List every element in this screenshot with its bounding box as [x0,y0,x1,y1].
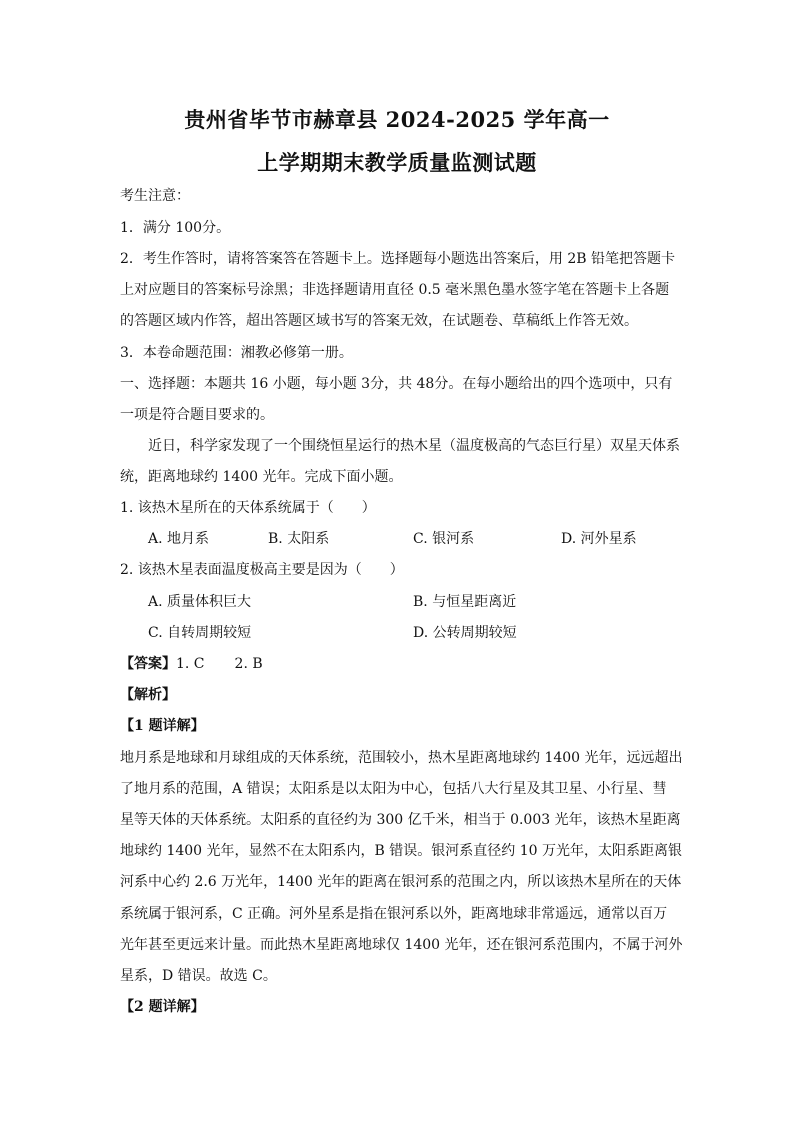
answer-row [120,655,680,673]
question-2-option-b: B. 与恒星距离近 [413,594,517,610]
note-item-2-cont-1: 上对应题目的答案标号涂黑；非选择题请用直径 0.5 毫米黑色墨水签字笔在答题卡上各题 [120,282,670,298]
note-item-1: 1．满分 100分。 [120,220,231,236]
question-2-option-d: D. 公转周期较短 [413,625,517,641]
question-1-option-a: A. 地月系 [148,531,210,547]
notes-heading: 考生注意： [120,188,190,204]
analysis-line: 地球约 1400 光年，显然不在太阳系内，B 错误。银河系直径约 10 万光年，太阳系距离银 [120,843,682,859]
note-item-2: 2．考生作答时，请将答案答在答题卡上。选择题每小题选出答案后，用 2B 铅笔把答题卡 [120,251,676,267]
document-title-line-1: 贵州省毕节市赫章县 2024-2025 学年高一 [184,107,610,132]
answer-1: 1. C [176,656,205,672]
section-instruction-cont: 一项是符合题目要求的。 [120,407,274,423]
note-item-2-cont-2: 的答题区域内作答，超出答题区域书写的答案无效，在试题卷、草稿纸上作答无效。 [120,313,638,329]
analysis-line: 河系中心约 2.6 万光年，1400 光年的距离在银河系的范围之内，所以该热木星所在的天体 [120,874,682,890]
question-1-analysis-label: 【1 题详解】 [120,718,205,734]
question-2-stem: 2. 该热木星表面温度极高主要是因为（ ） [120,562,404,578]
question-2-analysis-label: 【2 题详解】 [120,999,205,1015]
analysis-line: 光年甚至更远来计量。而此热木星距离地球仅 1400 光年，还在银河系范围内，不属于河外 [120,937,683,953]
material-paragraph: 近日，科学家发现了一个围绕恒星运行的热木星（温度极高的气态巨行星）双星天体系 [148,438,680,454]
analysis-line: 星等天体的天体系统。太阳系的直径约为 300 亿千米，相当于 0.003 光年，该热木星距离 [120,812,681,828]
document-title-line-2: 上学期期末教学质量监测试题 [257,150,537,175]
question-1-option-c: C. 银河系 [413,531,475,547]
analysis-line: 系统属于银河系，C 正确。河外星系是指在银河系以外，距离地球非常遥远，通常以百万 [120,906,668,922]
section-instruction: 一、选择题：本题共 16 小题，每小题 3分，共 48分。在每小题给出的四个选项中，只有 [120,376,673,392]
question-2-option-c: C. 自转周期较短 [148,625,252,641]
analysis-line: 星系，D 错误。故选 C。 [120,968,277,984]
question-2-option-a: A. 质量体积巨大 [148,594,252,610]
analysis-label: 【解析】 [120,687,176,703]
answer-2: 2. B [234,656,263,672]
analysis-line: 了地月系的范围，A 错误；太阳系是以太阳为中心，包括八大行星及其卫星、小行星、彗 [120,781,667,797]
question-1-stem: 1. 该热木星所在的天体系统属于（ ） [120,500,376,516]
note-item-3: 3．本卷命题范围：湘教必修第一册。 [120,345,353,361]
material-paragraph-cont: 统，距离地球约 1400 光年。完成下面小题。 [120,469,403,485]
answer-label: 【答案】 [120,656,176,672]
question-1-option-b: B. 太阳系 [268,531,330,547]
question-1-option-d: D. 河外星系 [561,531,637,547]
analysis-line: 地月系是地球和月球组成的天体系统，范围较小，热木星距离地球约 1400 光年，远远超出 [120,750,683,766]
